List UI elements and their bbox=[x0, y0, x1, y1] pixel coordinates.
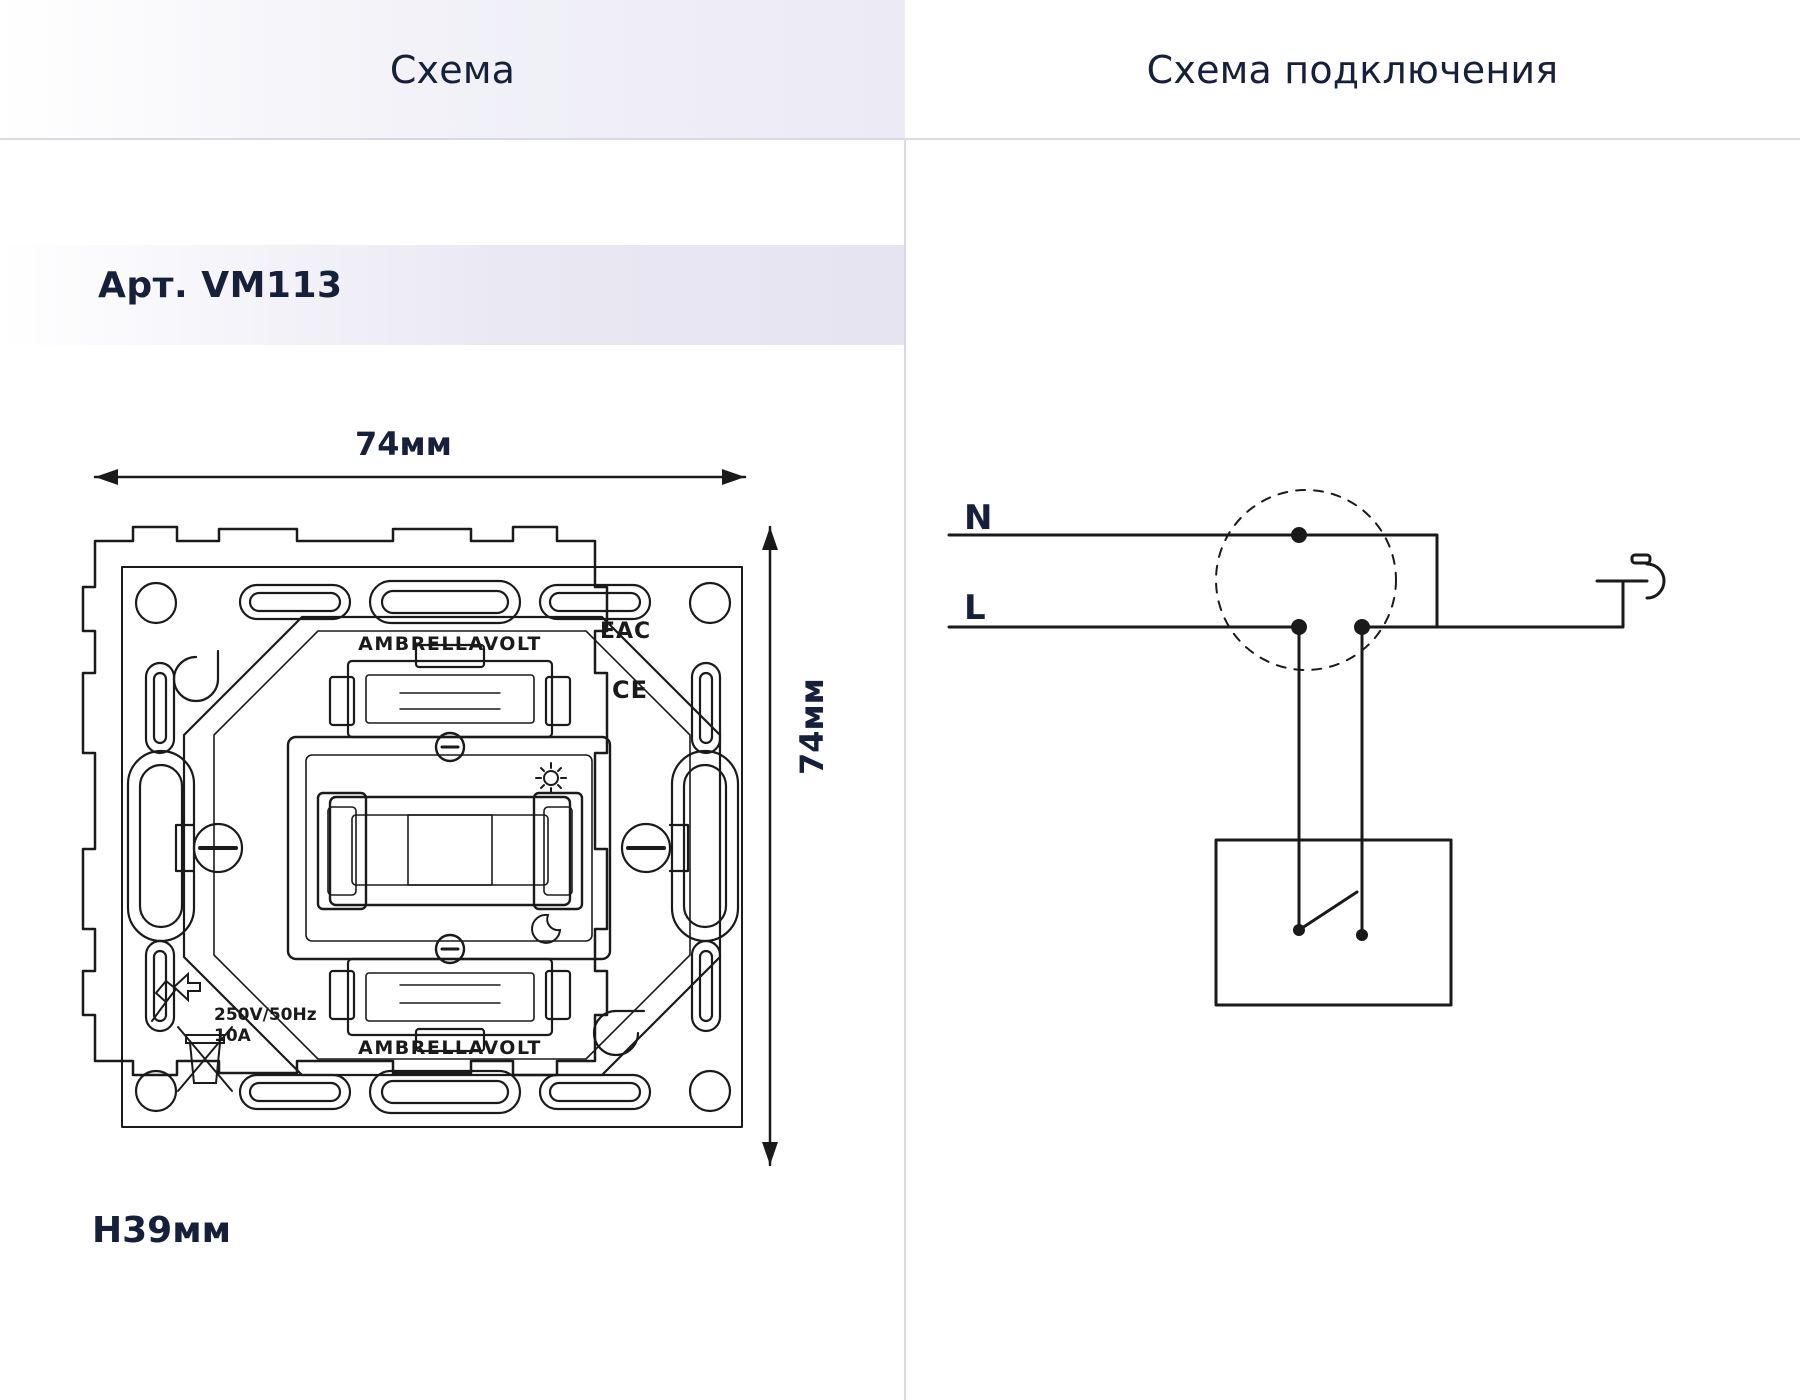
device-text-markings bbox=[214, 619, 651, 1059]
header-cell-scheme bbox=[0, 0, 905, 140]
rating-current: 10A bbox=[214, 1026, 251, 1046]
wire-label-neutral: N bbox=[964, 498, 993, 538]
wire-label-line: L bbox=[964, 588, 986, 628]
sun-icon bbox=[536, 763, 566, 793]
width-dimension-label: 74мм bbox=[355, 425, 452, 463]
switch-feed-wires bbox=[1299, 627, 1362, 840]
height-dimension-arrow bbox=[762, 527, 778, 1165]
fixing-screws bbox=[176, 824, 688, 872]
logo-swirl-icons bbox=[174, 651, 644, 1055]
header-title-connection: Схема подключения bbox=[1146, 48, 1559, 92]
switch-box-symbol bbox=[1216, 840, 1451, 1005]
ce-mark: CE bbox=[612, 676, 649, 704]
moon-icon bbox=[532, 915, 560, 943]
crossed-out-wheelie-bin-icon bbox=[178, 1027, 232, 1091]
lamp-feed-wire bbox=[1299, 535, 1597, 627]
pencil-icon bbox=[152, 981, 176, 1021]
eac-mark: EAC bbox=[600, 619, 652, 644]
height-dimension-label: 74мм bbox=[793, 678, 831, 775]
header-cell-connection bbox=[905, 0, 1800, 140]
wiring-svg bbox=[906, 140, 1800, 1400]
rating-voltage: 250V/50Hz bbox=[214, 1005, 317, 1025]
upper-contact-assembly bbox=[330, 645, 570, 737]
article-number: Арт. VM113 bbox=[98, 265, 343, 306]
dashed-junction-circle bbox=[1216, 490, 1396, 670]
lamp-symbol bbox=[1597, 555, 1664, 627]
arrow-marker-icon bbox=[174, 974, 200, 1000]
header-title-scheme: Схема bbox=[389, 48, 516, 92]
header-vertical-gap bbox=[905, 0, 908, 140]
wiring-diagram-pane bbox=[906, 140, 1800, 1400]
frame-slots-bottom bbox=[240, 1071, 650, 1113]
depth-dimension-label: H39мм bbox=[92, 1210, 232, 1251]
brand-text-top: AMBRELLAVOLT bbox=[358, 633, 542, 655]
header-bar bbox=[0, 0, 1800, 140]
terminal-dots bbox=[1291, 527, 1370, 635]
width-dimension-arrow bbox=[95, 469, 745, 485]
mechanism-drawing-pane bbox=[0, 345, 904, 1400]
brand-text-bottom: AMBRELLAVOLT bbox=[358, 1037, 542, 1059]
